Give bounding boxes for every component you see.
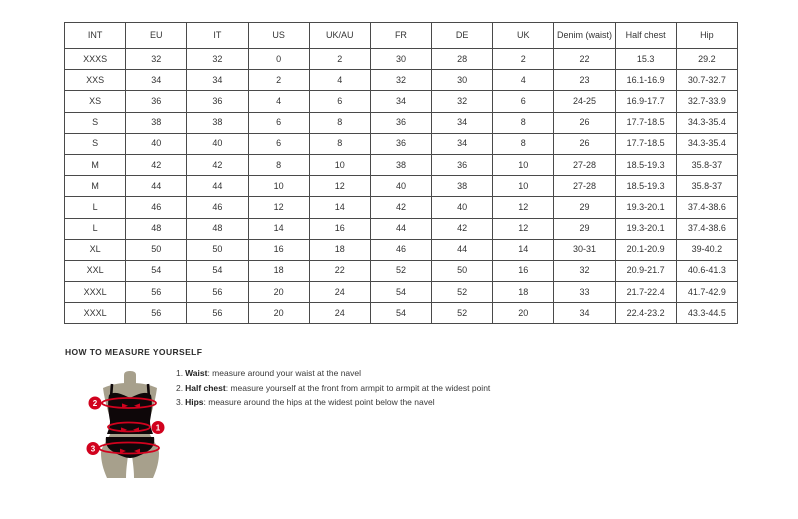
size-cell: 12 <box>493 197 554 218</box>
size-cell: 8 <box>493 133 554 154</box>
size-cell: L <box>65 197 126 218</box>
size-cell: 27-28 <box>554 154 615 175</box>
size-cell: 8 <box>309 133 370 154</box>
size-cell: 16 <box>493 260 554 281</box>
size-cell: 54 <box>370 282 431 303</box>
size-row <box>65 91 738 112</box>
size-cell: 36 <box>370 112 431 133</box>
size-cell: 54 <box>126 260 187 281</box>
size-row <box>65 176 738 197</box>
size-cell: 34 <box>554 303 615 324</box>
column-header: DE <box>432 23 493 49</box>
size-cell: 18 <box>309 239 370 260</box>
size-cell: XL <box>65 239 126 260</box>
size-cell: 2 <box>248 70 309 91</box>
size-cell: 29 <box>554 218 615 239</box>
size-cell: 56 <box>126 303 187 324</box>
size-cell: 40.6-41.3 <box>676 260 737 281</box>
size-cell: 22 <box>554 49 615 70</box>
column-header: UK <box>493 23 554 49</box>
size-cell: 30 <box>370 49 431 70</box>
size-cell: S <box>65 133 126 154</box>
size-cell: 12 <box>309 176 370 197</box>
size-cell: 16 <box>309 218 370 239</box>
size-cell: 16 <box>248 239 309 260</box>
measure-step <box>176 369 490 378</box>
size-cell: 44 <box>370 218 431 239</box>
size-cell: 8 <box>248 154 309 175</box>
size-cell: 44 <box>126 176 187 197</box>
size-cell: XXXL <box>65 282 126 303</box>
size-cell: 56 <box>126 282 187 303</box>
step-label: Hips <box>185 397 204 407</box>
size-cell: 0 <box>248 49 309 70</box>
size-cell: 46 <box>187 197 248 218</box>
size-cell: 37.4-38.6 <box>676 197 737 218</box>
size-cell: 40 <box>432 197 493 218</box>
column-header: INT <box>65 23 126 49</box>
size-cell: 4 <box>248 91 309 112</box>
size-cell: 52 <box>432 303 493 324</box>
size-cell: 10 <box>309 154 370 175</box>
size-cell: 12 <box>248 197 309 218</box>
column-header: Half chest <box>615 23 676 49</box>
size-cell: 24 <box>309 303 370 324</box>
size-cell: 16.1-16.9 <box>615 70 676 91</box>
column-header: Denim (waist) <box>554 23 615 49</box>
size-cell: 29 <box>554 197 615 218</box>
badge-waist-number: 1 <box>155 423 161 433</box>
size-cell: 40 <box>187 133 248 154</box>
size-cell: 18.5-19.3 <box>615 176 676 197</box>
size-cell: 10 <box>493 176 554 197</box>
size-cell: 6 <box>248 133 309 154</box>
size-cell: 43.3-44.5 <box>676 303 737 324</box>
header-row <box>65 23 738 49</box>
size-cell: 38 <box>432 176 493 197</box>
size-cell: 22.4-23.2 <box>615 303 676 324</box>
size-cell: XS <box>65 91 126 112</box>
size-cell: 18.5-19.3 <box>615 154 676 175</box>
size-cell: 42 <box>370 197 431 218</box>
column-header: IT <box>187 23 248 49</box>
size-cell: 37.4-38.6 <box>676 218 737 239</box>
size-row <box>65 260 738 281</box>
size-cell: 19.3-20.1 <box>615 218 676 239</box>
size-cell: 34 <box>187 70 248 91</box>
size-cell: 42 <box>187 154 248 175</box>
size-cell: 10 <box>493 154 554 175</box>
step-label: Half chest <box>185 382 226 393</box>
size-cell: 56 <box>187 282 248 303</box>
size-cell: 30-31 <box>554 239 615 260</box>
size-cell: 36 <box>370 133 431 154</box>
size-cell: M <box>65 176 126 197</box>
badge-hips-number: 3 <box>90 444 96 454</box>
size-cell: 50 <box>187 239 248 260</box>
size-cell: 33 <box>554 282 615 303</box>
size-cell: XXXS <box>65 49 126 70</box>
measure-steps <box>176 369 490 413</box>
size-cell: 27-28 <box>554 176 615 197</box>
size-cell: 46 <box>370 239 431 260</box>
column-header: US <box>248 23 309 49</box>
size-cell: 12 <box>493 218 554 239</box>
size-row <box>65 49 738 70</box>
badge-waist <box>152 421 165 434</box>
column-header: UK/AU <box>309 23 370 49</box>
size-cell: 6 <box>309 91 370 112</box>
size-cell: 36 <box>432 154 493 175</box>
size-chart-table <box>64 22 738 324</box>
size-cell: 30.7-32.7 <box>676 70 737 91</box>
step-text: : measure yourself at the front from armpit to armpit at the widest point <box>225 382 491 393</box>
size-cell: 50 <box>432 260 493 281</box>
step-text: : measure around your waist at the navel <box>207 368 362 378</box>
size-cell: 6 <box>493 91 554 112</box>
size-cell: 54 <box>187 260 248 281</box>
size-cell: 36 <box>187 91 248 112</box>
size-cell: 16.9-17.7 <box>615 91 676 112</box>
size-cell: 26 <box>554 112 615 133</box>
size-cell: 22 <box>309 260 370 281</box>
size-cell: 4 <box>493 70 554 91</box>
step-number: 2. <box>176 382 184 393</box>
size-chart-section <box>64 22 738 324</box>
size-cell: 30 <box>432 70 493 91</box>
size-cell: 44 <box>187 176 248 197</box>
size-cell: 21.7-22.4 <box>615 282 676 303</box>
size-cell: 20 <box>248 303 309 324</box>
column-header: EU <box>126 23 187 49</box>
size-cell: 14 <box>493 239 554 260</box>
size-row <box>65 218 738 239</box>
size-cell: 20.1-20.9 <box>615 239 676 260</box>
size-cell: S <box>65 112 126 133</box>
size-cell: XXL <box>65 260 126 281</box>
measure-step <box>176 398 490 407</box>
size-cell: XXS <box>65 70 126 91</box>
column-header: Hip <box>676 23 737 49</box>
size-cell: 32 <box>432 91 493 112</box>
size-cell: 34 <box>126 70 187 91</box>
size-cell: 20 <box>248 282 309 303</box>
size-cell: 32 <box>370 70 431 91</box>
size-row <box>65 303 738 324</box>
size-cell: 36 <box>126 91 187 112</box>
size-row <box>65 282 738 303</box>
size-cell: XXXL <box>65 303 126 324</box>
size-cell: 2 <box>493 49 554 70</box>
size-cell: 56 <box>187 303 248 324</box>
size-cell: 32 <box>126 49 187 70</box>
size-cell: 38 <box>126 112 187 133</box>
size-cell: 40 <box>126 133 187 154</box>
size-cell: 4 <box>309 70 370 91</box>
size-cell: 39-40.2 <box>676 239 737 260</box>
size-cell: 34 <box>370 91 431 112</box>
size-cell: 32 <box>554 260 615 281</box>
size-row <box>65 133 738 154</box>
size-cell: 14 <box>309 197 370 218</box>
size-cell: 34 <box>432 112 493 133</box>
step-label: Waist <box>185 368 208 378</box>
size-cell: 32 <box>187 49 248 70</box>
size-cell: 17.7-18.5 <box>615 112 676 133</box>
column-header: FR <box>370 23 431 49</box>
size-cell: 26 <box>554 133 615 154</box>
size-cell: 24 <box>309 282 370 303</box>
size-cell: 32.7-33.9 <box>676 91 737 112</box>
size-row <box>65 197 738 218</box>
step-number: 3. <box>176 397 184 407</box>
badge-chest <box>89 397 102 410</box>
size-chart-body <box>65 49 738 324</box>
size-cell: 17.7-18.5 <box>615 133 676 154</box>
size-cell: 48 <box>126 218 187 239</box>
size-cell: 35.8-37 <box>676 154 737 175</box>
size-cell: 38 <box>370 154 431 175</box>
size-cell: 18 <box>493 282 554 303</box>
size-cell: L <box>65 218 126 239</box>
size-cell: 52 <box>432 282 493 303</box>
size-cell: 41.7-42.9 <box>676 282 737 303</box>
size-cell: 19.3-20.1 <box>615 197 676 218</box>
size-cell: 6 <box>248 112 309 133</box>
badge-hips <box>87 442 100 455</box>
size-row <box>65 239 738 260</box>
size-cell: 35.8-37 <box>676 176 737 197</box>
size-cell: 10 <box>248 176 309 197</box>
size-cell: 50 <box>126 239 187 260</box>
measurement-figure <box>76 371 172 479</box>
step-number: 1. <box>176 368 184 378</box>
size-row <box>65 112 738 133</box>
size-cell: 18 <box>248 260 309 281</box>
size-row <box>65 70 738 91</box>
size-cell: 24-25 <box>554 91 615 112</box>
size-cell: 15.3 <box>615 49 676 70</box>
size-cell: 34.3-35.4 <box>676 133 737 154</box>
size-cell: 42 <box>432 218 493 239</box>
badge-chest-number: 2 <box>92 399 98 408</box>
size-cell: 14 <box>248 218 309 239</box>
size-cell: 20.9-21.7 <box>615 260 676 281</box>
size-cell: 48 <box>187 218 248 239</box>
step-text: : measure around the hips at the widest point below the navel <box>203 397 435 407</box>
size-chart-header <box>65 23 738 49</box>
size-cell: 44 <box>432 239 493 260</box>
size-cell: 29.2 <box>676 49 737 70</box>
size-cell: 2 <box>309 49 370 70</box>
mannequin-illustration <box>76 371 172 479</box>
size-cell: 54 <box>370 303 431 324</box>
measure-heading: HOW TO MEASURE YOURSELF <box>65 347 203 357</box>
size-cell: 40 <box>370 176 431 197</box>
size-cell: 52 <box>370 260 431 281</box>
size-cell: 34.3-35.4 <box>676 112 737 133</box>
size-cell: 28 <box>432 49 493 70</box>
size-cell: M <box>65 154 126 175</box>
size-cell: 23 <box>554 70 615 91</box>
size-cell: 8 <box>493 112 554 133</box>
measure-step <box>176 384 490 393</box>
size-row <box>65 154 738 175</box>
size-cell: 8 <box>309 112 370 133</box>
size-cell: 38 <box>187 112 248 133</box>
size-cell: 34 <box>432 133 493 154</box>
size-cell: 20 <box>493 303 554 324</box>
size-cell: 46 <box>126 197 187 218</box>
size-cell: 42 <box>126 154 187 175</box>
